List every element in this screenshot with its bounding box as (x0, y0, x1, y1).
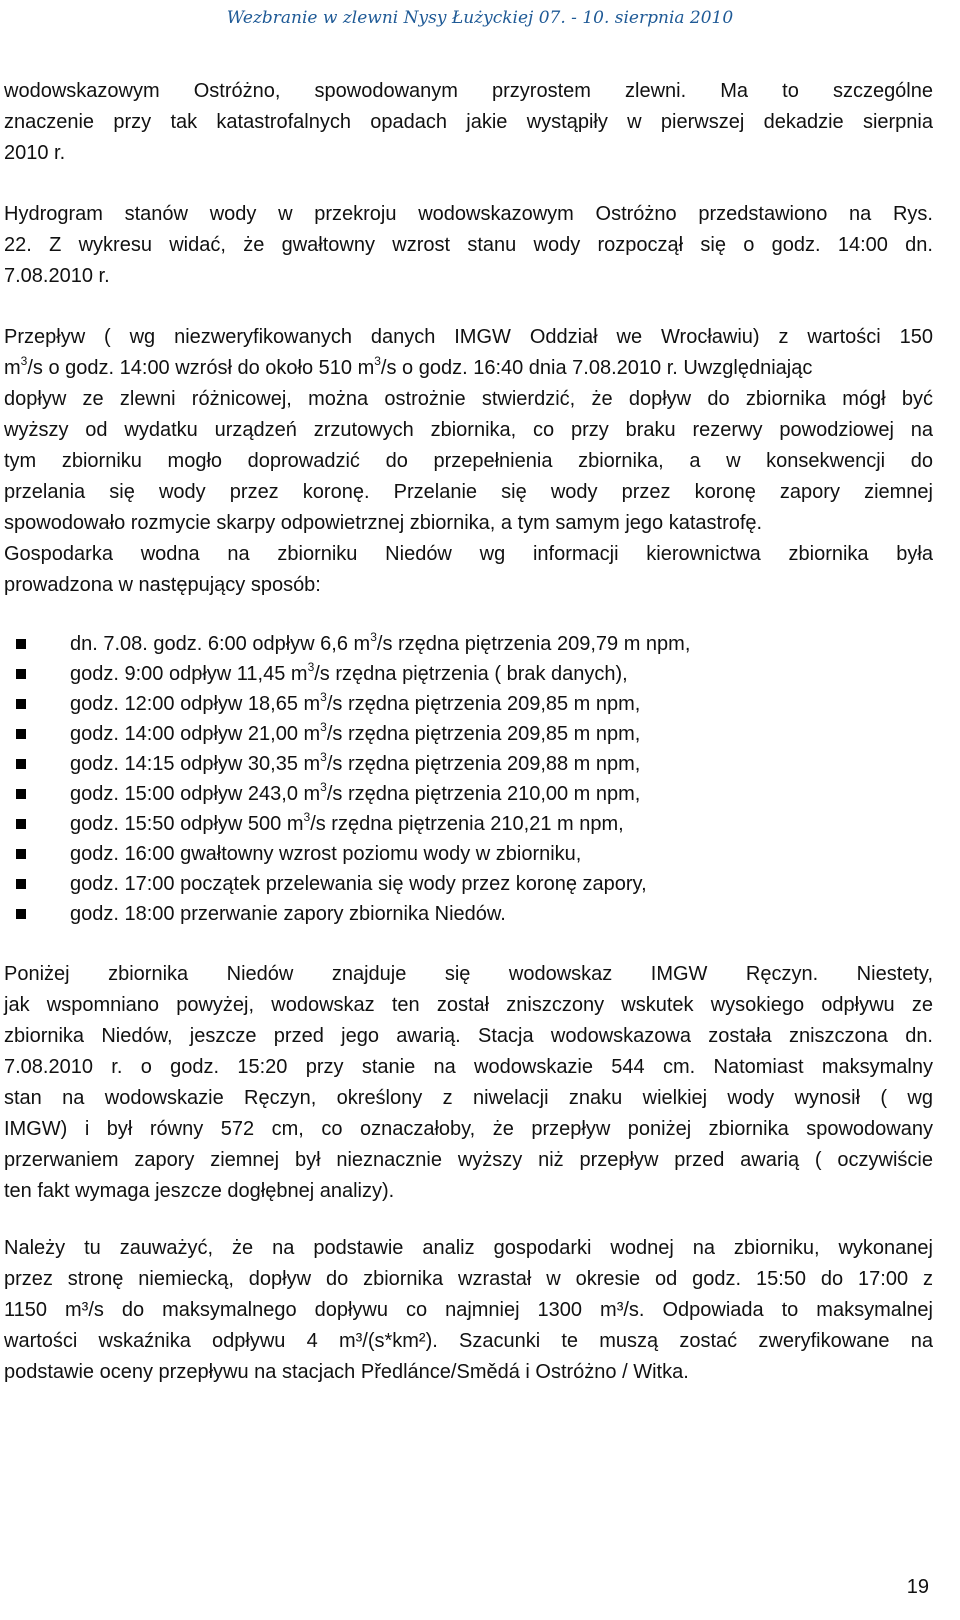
paragraph-line: ten fakt wymaga jeszcze dogłębnej analizy). (4, 1180, 395, 1202)
text-run: dn. 7.08. godz. 6:00 odpływ 6,6 m (70, 633, 371, 655)
paragraph-line: Poniżej zbiornika Niedów znajduje się wodowskaz IMGW Ręczyn. Niestety, (4, 963, 933, 985)
text-run: /s o godz. 14:00 wzrósł do około 510 m (27, 357, 375, 379)
text-run: godz. 14:00 odpływ 21,00 m (70, 723, 321, 745)
text-run: /s rzędna piętrzenia 210,21 m npm, (310, 813, 624, 835)
text-run: /s rzędna piętrzenia 210,00 m npm, (326, 783, 641, 805)
paragraph-line: zbiornika Niedów, jeszcze przed jego awarią. Stacja wodowskazowa została zniszczona dn. (4, 1025, 933, 1047)
page-number: 19 (906, 1576, 929, 1598)
paragraph-line: stan na wodowskazie Ręczyn, określony z niwelacji znaku wielkiej wody wynosił ( wg (4, 1087, 933, 1109)
paragraph-line: prowadzona w następujący sposób: (4, 574, 321, 596)
outflow-list (8, 629, 690, 929)
paragraph-line: wodowskazowym Ostróżno, spowodowanym przyrostem zlewni. Ma to szczególne (4, 80, 933, 102)
paragraph-line: jak wspomniano powyżej, wodowskaz ten został zniszczony wskutek wysokiego odpływu ze (4, 994, 933, 1016)
list-item (8, 899, 690, 929)
square-bullet-icon (16, 639, 26, 649)
text-run: /s rzędna piętrzenia 209,85 m npm, (326, 693, 641, 715)
square-bullet-icon (16, 759, 26, 769)
superscript: 3 (320, 780, 327, 794)
superscript: 3 (320, 750, 327, 764)
paragraph-line: tym zbiorniku mogło doprowadzić do przepełnienia zbiornika, a w konsekwencji do (4, 450, 933, 472)
list-item (8, 719, 690, 749)
text-run: m (4, 357, 21, 379)
paragraph-line: wyższy od wydatku urządzeń zrzutowych zbiornika, co przy braku rezerwy powodziowej na (4, 419, 933, 441)
running-header: Wezbranie w zlewni Nysy Łużyckiej 07. - 10. sierpnia 2010 (226, 8, 734, 28)
list-item (8, 869, 690, 899)
text-run: /s rzędna piętrzenia 209,88 m npm, (326, 753, 641, 775)
paragraph-line: 1150 m³/s do maksymalnego dopływu co najmniej 1300 m³/s. Odpowiada to maksymalnej (4, 1299, 933, 1321)
text-run: /s o godz. 16:40 dnia 7.08.2010 r. Uwzględniając (380, 357, 813, 379)
paragraph-5 (4, 1233, 933, 1388)
paragraph-line: przelania się wody przez koronę. Przelanie się wody przez koronę zapory ziemnej (4, 481, 933, 503)
text-run: godz. 14:15 odpływ 30,35 m (70, 753, 321, 775)
text-run: godz. 16:00 gwałtowny wzrost poziomu wody w zbiorniku, (70, 843, 582, 865)
text-run: /s rzędna piętrzenia 209,79 m npm, (376, 633, 691, 655)
text-run: /s rzędna piętrzenia 209,85 m npm, (326, 723, 641, 745)
list-item (8, 689, 690, 719)
paragraph-line: wartości wskaźnika odpływu 4 m³/(s*km²). Szacunki te muszą zostać zweryfikowane na (4, 1330, 933, 1352)
square-bullet-icon (16, 879, 26, 889)
paragraph-1 (4, 76, 933, 169)
paragraph-2 (4, 199, 933, 292)
paragraph-line: 2010 r. (4, 142, 66, 164)
paragraph-line: przerwaniem zapory ziemnej był nieznacznie wyższy niż przepływ przed awarią ( oczywiście (4, 1149, 933, 1171)
text-run: godz. 18:00 przerwanie zapory zbiornika Niedów. (70, 903, 506, 925)
paragraph-line: Należy tu zauważyć, że na podstawie analiz gospodarki wodnej na zbiorniku, wykonanej (4, 1237, 933, 1259)
superscript: 3 (374, 354, 381, 368)
text-run: /s rzędna piętrzenia ( brak danych), (314, 663, 628, 685)
paragraph-line: znaczenie przy tak katastrofalnych opadach jakie wystąpiły w pierwszej dekadzie sierpnia (4, 111, 933, 133)
square-bullet-icon (16, 699, 26, 709)
text-run: godz. 12:00 odpływ 18,65 m (70, 693, 321, 715)
text-run: godz. 17:00 początek przelewania się wody przez koronę zapory, (70, 873, 647, 895)
paragraph-line: Gospodarka wodna na zbiorniku Niedów wg informacji kierownictwa zbiornika była (4, 543, 933, 565)
paragraph-line: 7.08.2010 r. o godz. 15:20 przy stanie na wodowskazie 544 cm. Natomiast maksymalny (4, 1056, 933, 1078)
paragraph-3 (4, 322, 933, 601)
paragraph-line: Hydrogram stanów wody w przekroju wodowskazowym Ostróżno przedstawiono na Rys. (4, 203, 933, 225)
superscript: 3 (20, 354, 28, 368)
list-item (8, 779, 690, 809)
text-run: godz. 9:00 odpływ 11,45 m (70, 663, 308, 685)
paragraph-4 (4, 959, 933, 1207)
paragraph-line: 7.08.2010 r. (4, 265, 110, 287)
paragraph-line: dopływ ze zlewni różnicowej, można ostrożnie stwierdzić, że dopływ do zbiornika mógł być (4, 388, 933, 410)
list-item (8, 659, 690, 689)
text-run: godz. 15:00 odpływ 243,0 m (70, 783, 321, 805)
square-bullet-icon (16, 669, 26, 679)
list-item (8, 809, 690, 839)
list-item (8, 749, 690, 779)
list-item (8, 629, 690, 659)
square-bullet-icon (16, 819, 26, 829)
superscript: 3 (320, 720, 327, 734)
text-run (4, 353, 812, 384)
paragraph-line: 22. Z wykresu widać, że gwałtowny wzrost stanu wody rozpoczął się o godz. 14:00 dn. (4, 234, 933, 256)
superscript: 3 (307, 660, 315, 674)
superscript: 3 (320, 690, 327, 704)
list-item (8, 839, 690, 869)
paragraph-line: przez stronę niemiecką, dopływ do zbiornika wzrastał w okresie od godz. 15:50 do 17:00 z (4, 1268, 933, 1290)
square-bullet-icon (16, 789, 26, 799)
paragraph-line: podstawie oceny przepływu na stacjach Předlánce/Smědá i Ostróżno / Witka. (4, 1361, 689, 1383)
text-run: godz. 15:50 odpływ 500 m (70, 813, 304, 835)
square-bullet-icon (16, 729, 26, 739)
paragraph-line: Przepływ ( wg niezweryfikowanych danych IMGW Oddział we Wrocławiu) z wartości 150 (4, 326, 933, 348)
square-bullet-icon (16, 909, 26, 919)
paragraph-line: spowodowało rozmycie skarpy odpowietrznej zbiornika, a tym samym jego katastrofę. (4, 512, 763, 534)
superscript: 3 (370, 630, 377, 644)
superscript: 3 (303, 810, 311, 824)
square-bullet-icon (16, 849, 26, 859)
paragraph-line (4, 353, 933, 384)
paragraph-line: IMGW) i był równy 572 cm, co oznaczałoby, że przepływ poniżej zbiornika spowodowany (4, 1118, 933, 1140)
